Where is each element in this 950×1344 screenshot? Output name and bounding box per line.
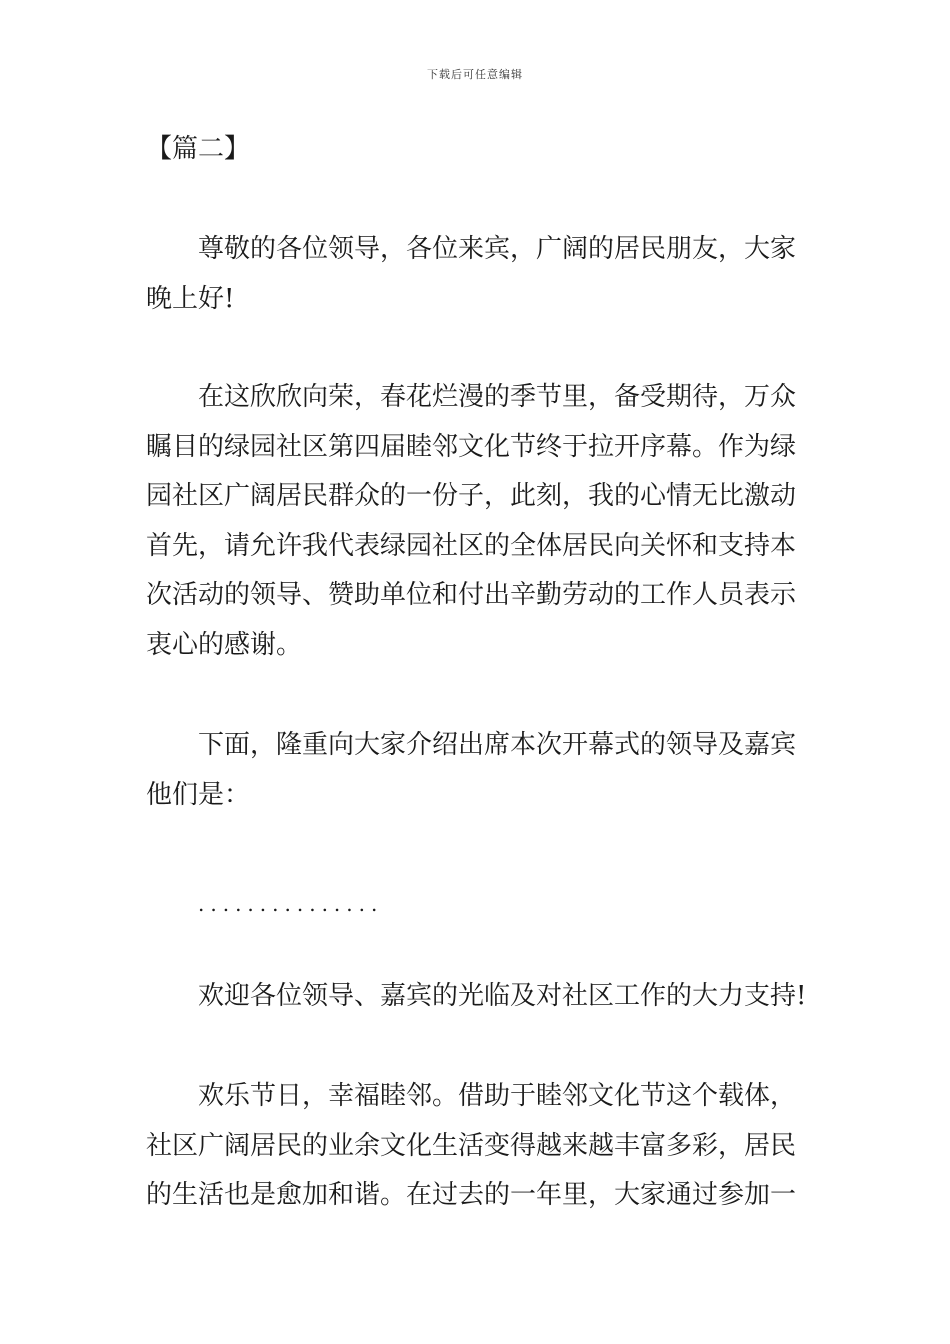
paragraph-placeholder-dots — [146, 880, 808, 930]
paragraph-line: 晚上好! — [146, 283, 235, 314]
paragraph-line: 在这欣欣向荣，春花烂漫的季节里，备受期待，万众 — [198, 382, 797, 412]
section-heading: 【篇二】 — [146, 134, 251, 164]
paragraph-festival — [146, 1072, 808, 1221]
paragraph-line: 社区广阔居民的业余文化生活变得越来越丰富多彩，居民 — [146, 1130, 797, 1161]
paragraph-welcome — [146, 972, 808, 1022]
paragraph-line: 首先，请允许我代表绿园社区的全体居民向关怀和支持本 — [146, 530, 797, 561]
paragraph-line: ............... — [198, 892, 384, 916]
paragraph-line: 欢迎各位领导、嘉宾的光临及对社区工作的大力支持! — [198, 981, 807, 1011]
paragraph-line: 尊敬的各位领导，各位来宾，广阔的居民朋友，大家 — [198, 234, 797, 264]
paragraph-line: 他们是： — [146, 779, 251, 810]
paragraph-opening — [146, 373, 808, 671]
paragraph-line: 欢乐节日，幸福睦邻。借助于睦邻文化节这个载体， — [198, 1081, 797, 1111]
paragraph-line: 衷心的感谢。 — [146, 629, 303, 660]
paragraph-greeting — [146, 225, 808, 324]
paragraph-line: 园社区广阔居民群众的一份子，此刻，我的心情无比激动 — [146, 481, 797, 512]
paragraph-introduction — [146, 721, 808, 820]
header-note: 下载后可任意编辑 — [427, 68, 523, 81]
paragraph-line: 的生活也是愈加和谐。在过去的一年里，大家通过参加一 — [146, 1180, 797, 1211]
paragraph-line: 瞩目的绿园社区第四届睦邻文化节终于拉开序幕。作为绿 — [146, 431, 797, 462]
paragraph-line: 下面，隆重向大家介绍出席本次开幕式的领导及嘉宾 — [198, 730, 797, 760]
paragraph-line: 次活动的领导、赞助单位和付出辛勤劳动的工作人员表示 — [146, 580, 797, 611]
